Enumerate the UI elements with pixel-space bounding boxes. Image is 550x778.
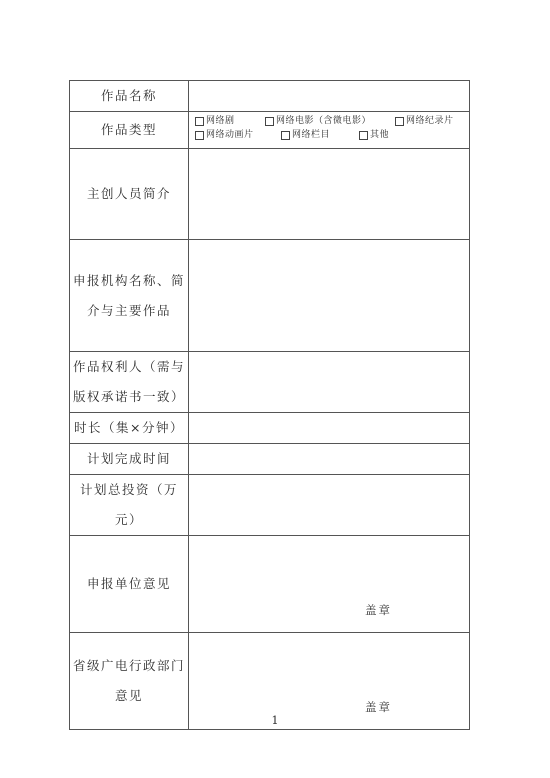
applicant-label [70,240,189,352]
work-name-label: 作品名称 [70,81,189,112]
row-work-type [70,112,470,149]
option-label: 网络电影（含微电影） [276,116,372,126]
option-label: 网络剧 [206,116,235,126]
unit-opinion-field[interactable] [189,536,470,633]
option-other[interactable] [359,128,389,142]
option-web-documentary[interactable] [395,114,454,128]
work-type-options [189,112,470,149]
rights-label-line2: 版权承诺书一致） [72,389,185,404]
unit-seal-text: 盖章 [365,603,392,617]
row-applicant [70,240,470,352]
page-number: 1 [271,714,279,727]
work-name-field[interactable] [189,81,470,112]
rights-holder-field[interactable] [189,352,470,413]
investment-field[interactable] [189,475,470,536]
work-type-label: 作品类型 [70,112,189,149]
checkbox-icon[interactable] [195,131,204,140]
rights-label-line1: 作品权利人（需与 [72,359,185,374]
checkbox-icon[interactable] [359,131,368,140]
row-completion-time [70,444,470,475]
option-web-series[interactable] [195,114,265,128]
checkbox-icon[interactable] [395,117,404,126]
applicant-label-line1: 申报机构名称、简 [72,272,185,288]
option-label: 网络栏目 [292,130,331,140]
row-rights-holder [70,352,470,413]
duration-label: 时长（集×分钟） [70,413,189,444]
creators-label: 主创人员简介 [70,149,189,240]
bureau-label-line1: 省级广电行政部门 [72,658,185,673]
bureau-label-line2: 意见 [114,688,143,703]
row-work-name [70,81,470,112]
row-creators [70,149,470,240]
application-form-table [69,80,470,730]
checkbox-icon[interactable] [281,131,290,140]
completion-time-field[interactable] [189,444,470,475]
unit-opinion-label: 申报单位意见 [70,536,189,633]
row-unit-opinion [70,536,470,633]
row-investment [70,475,470,536]
investment-label: 计划总投资（万元） [70,475,189,536]
applicant-label-line2: 介与主要作品 [86,302,171,318]
option-label: 其他 [370,130,390,140]
applicant-field[interactable] [189,240,470,352]
duration-field[interactable] [189,413,470,444]
option-web-animation[interactable] [195,128,281,142]
option-label: 网络纪录片 [406,116,454,126]
option-web-program[interactable] [281,128,359,142]
option-label: 网络动画片 [206,130,254,140]
rights-holder-label [70,352,189,413]
creators-field[interactable] [189,149,470,240]
completion-time-label: 计划完成时间 [70,444,189,475]
checkbox-icon[interactable] [265,117,274,126]
option-web-film[interactable] [265,114,395,128]
bureau-seal-text: 盖章 [365,700,392,714]
checkbox-icon[interactable] [195,117,204,126]
row-duration [70,413,470,444]
